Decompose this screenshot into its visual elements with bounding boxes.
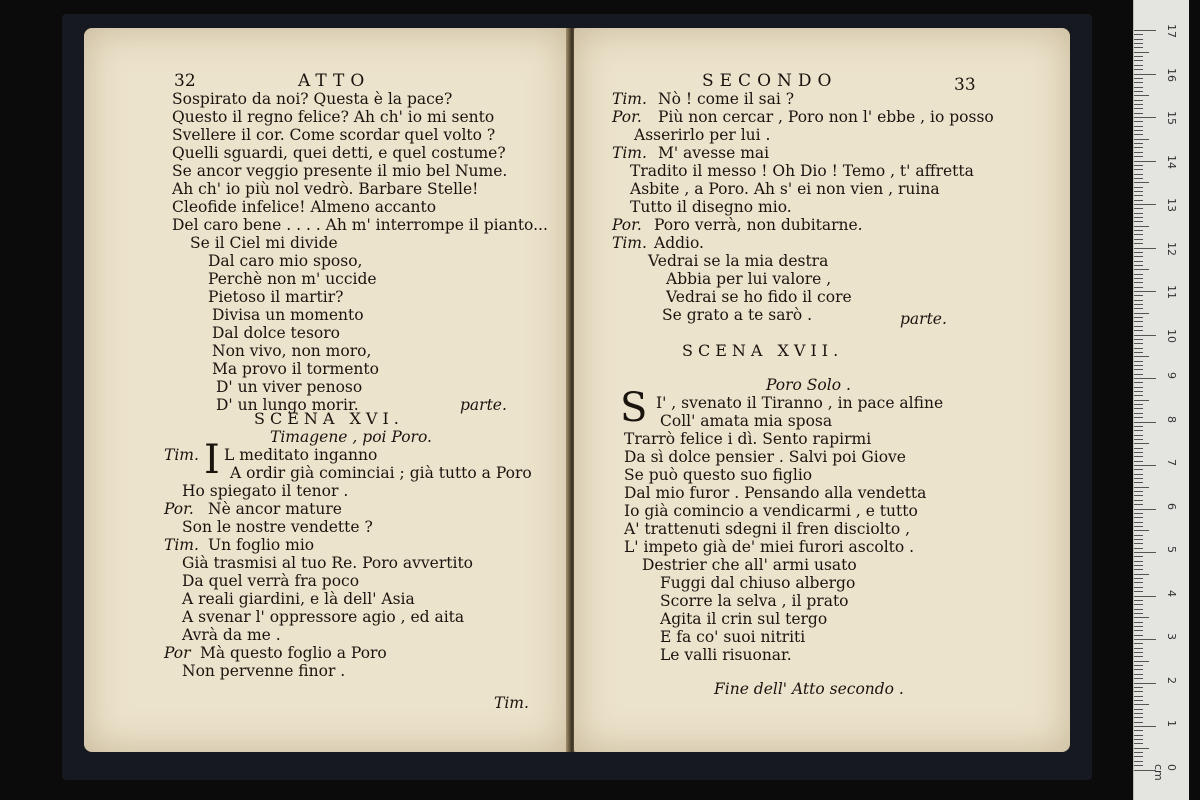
ruler-tick bbox=[1134, 495, 1143, 496]
ruler-tick bbox=[1134, 726, 1156, 727]
monologue-line: Coll' amata mia sposa bbox=[660, 412, 833, 430]
ruler-number: 6 bbox=[1165, 502, 1178, 510]
speaker-label: Por. bbox=[612, 216, 642, 234]
scene-title: SCENA XVI. bbox=[254, 409, 404, 428]
ruler-tick bbox=[1134, 730, 1143, 731]
ruler-number: 15 bbox=[1165, 111, 1178, 125]
ruler-tick bbox=[1134, 743, 1143, 744]
drop-cap: I bbox=[204, 437, 220, 483]
monologue-line: A' trattenuti sdegni il fren disciolto , bbox=[624, 520, 911, 538]
ruler-tick bbox=[1134, 147, 1143, 148]
aria-line: Perchè non m' uccide bbox=[208, 270, 377, 288]
aria-line: E fa co' suoi nitriti bbox=[660, 628, 806, 646]
dialogue-line: Un foglio mio bbox=[208, 536, 315, 554]
ruler-tick bbox=[1134, 269, 1149, 270]
ruler-tick bbox=[1134, 82, 1143, 83]
ruler-tick bbox=[1134, 443, 1149, 444]
ruler-tick bbox=[1134, 704, 1149, 705]
dialogue-line: L meditato inganno bbox=[224, 446, 378, 464]
ruler-tick bbox=[1134, 665, 1143, 666]
ruler-tick bbox=[1134, 108, 1143, 109]
ruler-tick bbox=[1134, 530, 1149, 531]
ruler-tick bbox=[1134, 448, 1143, 449]
ruler-number: 10 bbox=[1165, 328, 1178, 343]
monologue-line: Da sì dolce pensier . Salvi poi Giove bbox=[624, 448, 906, 466]
ruler-tick bbox=[1134, 200, 1143, 201]
ruler-tick bbox=[1134, 74, 1156, 75]
ruler-tick bbox=[1134, 348, 1143, 349]
aria-line: Divisa un momento bbox=[212, 306, 364, 324]
ruler-tick bbox=[1134, 408, 1143, 409]
ruler-tick bbox=[1134, 356, 1149, 357]
ruler-tick bbox=[1134, 561, 1143, 562]
ruler-tick bbox=[1134, 509, 1156, 510]
ruler-tick bbox=[1134, 343, 1143, 344]
ruler-tick bbox=[1134, 513, 1143, 514]
ruler-tick bbox=[1134, 739, 1143, 740]
ruler-tick bbox=[1134, 230, 1143, 231]
ruler-tick bbox=[1134, 543, 1143, 544]
ruler-tick bbox=[1134, 552, 1156, 553]
ruler-tick bbox=[1134, 722, 1143, 723]
ruler-number: 1 bbox=[1165, 720, 1178, 727]
ruler-tick bbox=[1134, 291, 1156, 292]
ruler-tick bbox=[1134, 395, 1143, 396]
ruler-tick bbox=[1134, 630, 1143, 631]
ruler-tick bbox=[1134, 748, 1149, 749]
monologue-line: Se può questo suo figlio bbox=[624, 466, 813, 484]
aria-line: Destrier che all' armi usato bbox=[642, 556, 857, 574]
ruler-tick bbox=[1134, 87, 1143, 88]
ruler-tick bbox=[1134, 300, 1143, 301]
ruler-tick bbox=[1134, 504, 1143, 505]
ruler-tick bbox=[1134, 361, 1143, 362]
end-note: Fine dell' Atto secondo . bbox=[714, 680, 904, 698]
dialogue-line: A ordir già cominciai ; già tutto a Poro bbox=[230, 464, 532, 482]
ruler-tick bbox=[1134, 261, 1143, 262]
text-line: Quelli sguardi, quei detti, e quel costume? bbox=[172, 144, 506, 162]
ruler-tick bbox=[1134, 491, 1143, 492]
ruler-tick bbox=[1134, 321, 1143, 322]
dialogue-line: Mà questo foglio a Poro bbox=[200, 644, 387, 662]
ruler-tick bbox=[1134, 308, 1143, 309]
ruler-tick bbox=[1134, 604, 1143, 605]
ruler-tick bbox=[1134, 91, 1143, 92]
ruler-tick bbox=[1134, 417, 1143, 418]
aria-line: Ma provo il tormento bbox=[212, 360, 379, 378]
ruler-tick bbox=[1134, 578, 1143, 579]
aria-line: Se grato a te sarò . bbox=[662, 306, 813, 324]
text-line: Questo il regno felice? Ah ch' io mi sento bbox=[172, 108, 495, 126]
ruler-tick bbox=[1134, 617, 1149, 618]
ruler-tick bbox=[1134, 378, 1156, 379]
text-line: Del caro bene . . . . Ah m' interrompe il pianto... bbox=[172, 216, 548, 234]
ruler-number: 0 cm bbox=[1152, 763, 1178, 781]
ruler-tick bbox=[1134, 422, 1156, 423]
ruler-tick bbox=[1134, 609, 1143, 610]
aria-line: Vedrai se ho fido il core bbox=[666, 288, 852, 306]
ruler-tick bbox=[1134, 169, 1143, 170]
ruler-tick bbox=[1134, 100, 1143, 101]
ruler-tick bbox=[1134, 221, 1143, 222]
aria-line: Vedrai se la mia destra bbox=[648, 252, 829, 270]
ruler-number: 9 bbox=[1165, 372, 1178, 379]
ruler-tick bbox=[1134, 526, 1143, 527]
ruler-tick bbox=[1134, 756, 1143, 757]
ruler-tick bbox=[1134, 517, 1143, 518]
speaker-label: Por bbox=[164, 644, 191, 662]
monologue-line: L' impeto già de' miei furori ascolto . bbox=[624, 538, 915, 556]
ruler-tick bbox=[1134, 161, 1156, 162]
ruler-tick bbox=[1134, 134, 1143, 135]
dialogue-line: Tradito il messo ! Oh Dio ! Temo , t' affretta bbox=[630, 162, 974, 180]
ruler-number: 4 bbox=[1165, 589, 1178, 597]
ruler-tick bbox=[1134, 622, 1143, 623]
ruler-tick bbox=[1134, 113, 1143, 114]
aria-line: Agita il crin sul tergo bbox=[660, 610, 828, 628]
ruler-number: 14 bbox=[1165, 154, 1178, 169]
dialogue-line: Poro verrà, non dubitarne. bbox=[654, 216, 863, 234]
drop-cap: S bbox=[620, 385, 648, 431]
ruler-tick bbox=[1134, 256, 1143, 257]
ruler-tick bbox=[1134, 287, 1143, 288]
ruler-tick bbox=[1134, 474, 1143, 475]
ruler-tick bbox=[1134, 243, 1143, 244]
ruler-tick bbox=[1134, 65, 1143, 66]
ruler-tick bbox=[1134, 709, 1143, 710]
ruler-number: 8 bbox=[1165, 415, 1178, 423]
ruler-tick bbox=[1134, 430, 1143, 431]
exit-direction: parte. bbox=[460, 396, 507, 414]
ruler-tick bbox=[1134, 539, 1143, 540]
ruler-tick bbox=[1134, 295, 1143, 296]
ruler-tick bbox=[1134, 426, 1143, 427]
dialogue-line: Nè ancor mature bbox=[208, 500, 342, 518]
ruler-tick bbox=[1134, 643, 1143, 644]
ruler-tick bbox=[1134, 174, 1143, 175]
ruler-tick bbox=[1134, 34, 1143, 35]
ruler-tick bbox=[1134, 126, 1143, 127]
aria-line: Abbia per lui valore , bbox=[666, 270, 832, 288]
dialogue-line: Tutto il disegno mio. bbox=[630, 198, 792, 216]
ruler-tick bbox=[1134, 587, 1143, 588]
dialogue-line: Non pervenne finor . bbox=[182, 662, 346, 680]
ruler-tick bbox=[1134, 130, 1143, 131]
ruler-tick bbox=[1134, 339, 1143, 340]
dialogue-line: Già trasmisi al tuo Re. Poro avvertito bbox=[182, 554, 474, 572]
ruler-tick bbox=[1134, 713, 1143, 714]
ruler-number: 2 bbox=[1165, 676, 1178, 684]
ruler-number: 11 bbox=[1165, 285, 1178, 299]
ruler-tick bbox=[1134, 765, 1143, 766]
ruler-tick bbox=[1134, 687, 1143, 688]
ruler-tick bbox=[1134, 613, 1143, 614]
ruler-tick bbox=[1134, 404, 1143, 405]
ruler-tick bbox=[1134, 234, 1143, 235]
ruler-tick bbox=[1134, 104, 1143, 105]
aria-line: Pietoso il martir? bbox=[208, 288, 344, 306]
ruler-tick bbox=[1134, 413, 1143, 414]
ruler-tick bbox=[1134, 204, 1156, 205]
ruler-tick bbox=[1134, 548, 1143, 549]
ruler-tick bbox=[1134, 282, 1143, 283]
ruler-tick bbox=[1134, 213, 1143, 214]
dialogue-line: Son le nostre vendette ? bbox=[182, 518, 373, 536]
ruler-tick bbox=[1134, 143, 1143, 144]
ruler-tick bbox=[1134, 735, 1143, 736]
ruler-tick bbox=[1134, 374, 1143, 375]
ruler-tick bbox=[1134, 648, 1143, 649]
ruler-number: 12 bbox=[1165, 241, 1178, 256]
ruler-tick bbox=[1134, 139, 1149, 140]
ruler-tick bbox=[1134, 217, 1143, 218]
ruler-tick bbox=[1134, 461, 1143, 462]
aria-line: Fuggi dal chiuso albergo bbox=[660, 574, 856, 592]
ruler-tick bbox=[1134, 582, 1143, 583]
ruler-tick bbox=[1134, 700, 1143, 701]
dialogue-line: Più non cercar , Poro non l' ebbe , io posso bbox=[658, 108, 994, 126]
ruler-tick bbox=[1134, 39, 1143, 40]
ruler-tick bbox=[1134, 274, 1143, 275]
page-number: 32 bbox=[174, 71, 196, 91]
ruler-tick bbox=[1134, 626, 1143, 627]
ruler-tick bbox=[1134, 69, 1143, 70]
ruler-tick bbox=[1134, 635, 1143, 636]
aria-line: Le valli risuonar. bbox=[660, 646, 792, 664]
ruler-number: 13 bbox=[1165, 198, 1178, 212]
ruler-tick bbox=[1134, 482, 1143, 483]
running-head: SECONDO bbox=[702, 71, 838, 91]
speaker-label: Tim. bbox=[164, 446, 199, 464]
scene-title: SCENA XVII. bbox=[682, 341, 844, 360]
ruler-tick bbox=[1134, 669, 1143, 670]
ruler-tick bbox=[1134, 456, 1143, 457]
ruler-tick bbox=[1134, 691, 1143, 692]
text-line: Cleofide infelice! Almeno accanto bbox=[172, 198, 437, 216]
ruler-tick bbox=[1134, 469, 1143, 470]
ruler-tick bbox=[1134, 330, 1143, 331]
ruler-tick bbox=[1134, 500, 1143, 501]
text-line: Ah ch' io più nol vedrò. Barbare Stelle! bbox=[172, 180, 479, 198]
dialogue-line: Asserirlo per lui . bbox=[634, 126, 771, 144]
ruler-tick bbox=[1134, 52, 1149, 53]
exit-direction: parte. bbox=[900, 310, 947, 328]
ruler-tick bbox=[1134, 47, 1143, 48]
ruler-tick bbox=[1134, 117, 1156, 118]
ruler-tick bbox=[1134, 652, 1143, 653]
ruler-tick bbox=[1134, 761, 1143, 762]
ruler-number: 16 bbox=[1165, 67, 1178, 82]
monologue-line: I' , svenato il Tiranno , in pace alfine bbox=[656, 394, 944, 412]
ruler-tick bbox=[1134, 369, 1143, 370]
ruler-tick bbox=[1134, 335, 1156, 336]
dialogue-line: Da quel verrà fra poco bbox=[182, 572, 360, 590]
scene-subtitle: Timagene , poi Poro. bbox=[270, 428, 432, 446]
ruler-tick bbox=[1134, 78, 1143, 79]
ruler-tick bbox=[1134, 391, 1143, 392]
dialogue-line: A svenar l' oppressore agio , ed aita bbox=[182, 608, 465, 626]
ruler-tick bbox=[1134, 387, 1143, 388]
ruler-tick bbox=[1134, 656, 1143, 657]
ruler-tick bbox=[1134, 696, 1143, 697]
ruler-number: 17 bbox=[1165, 24, 1178, 38]
ruler-tick bbox=[1134, 352, 1143, 353]
aria-line: Non vivo, non moro, bbox=[212, 342, 372, 360]
ruler-tick bbox=[1134, 191, 1143, 192]
scene-subtitle: Poro Solo . bbox=[766, 376, 851, 394]
ruler-tick bbox=[1134, 121, 1143, 122]
ruler-tick bbox=[1134, 683, 1156, 684]
measuring-ruler bbox=[1133, 0, 1189, 800]
dialogue-line: Avrà da me . bbox=[182, 626, 281, 644]
dialogue-line: Addio. bbox=[654, 234, 704, 252]
dialogue-line: Asbite , a Poro. Ah s' ei non vien , ruina bbox=[630, 180, 940, 198]
ruler-tick bbox=[1134, 522, 1143, 523]
aria-line: Dal caro mio sposo, bbox=[208, 252, 363, 270]
speaker-label: Tim. bbox=[612, 144, 647, 162]
left-page bbox=[84, 28, 568, 752]
ruler-tick bbox=[1134, 187, 1143, 188]
ruler-number: 3 bbox=[1165, 633, 1178, 640]
speaker-label: Por. bbox=[612, 108, 642, 126]
ruler-tick bbox=[1134, 465, 1156, 466]
dialogue-line: M' avesse mai bbox=[658, 144, 770, 162]
ruler-tick bbox=[1134, 95, 1149, 96]
ruler-tick bbox=[1134, 43, 1143, 44]
text-line: Svellere il cor. Come scordar quel volto ? bbox=[172, 126, 496, 144]
speaker-label: Tim. bbox=[612, 90, 647, 108]
ruler-tick bbox=[1134, 574, 1149, 575]
ruler-tick bbox=[1134, 326, 1143, 327]
aria-line: Se il Ciel mi divide bbox=[190, 234, 338, 252]
ruler-tick bbox=[1134, 30, 1156, 31]
ruler-tick bbox=[1134, 208, 1143, 209]
monologue-line: Trarrò felice i dì. Sento rapirmi bbox=[624, 430, 872, 448]
ruler-tick bbox=[1134, 478, 1143, 479]
ruler-tick bbox=[1134, 252, 1143, 253]
ruler-tick bbox=[1134, 365, 1143, 366]
ruler-tick bbox=[1134, 317, 1143, 318]
ruler-tick bbox=[1134, 752, 1143, 753]
ruler-tick bbox=[1134, 661, 1149, 662]
dialogue-line: A reali giardini, e là dell' Asia bbox=[182, 590, 415, 608]
ruler-tick bbox=[1134, 678, 1143, 679]
ruler-tick bbox=[1134, 226, 1149, 227]
ruler-tick bbox=[1134, 156, 1143, 157]
text-line: Sospirato da noi? Questa è la pace? bbox=[172, 90, 453, 108]
ruler-tick bbox=[1134, 400, 1149, 401]
speaker-label: Tim. bbox=[164, 536, 199, 554]
catchword: Tim. bbox=[494, 694, 529, 712]
ruler-tick bbox=[1134, 195, 1143, 196]
ruler-tick bbox=[1134, 239, 1143, 240]
ruler-tick bbox=[1134, 435, 1143, 436]
aria-line: Scorre la selva , il prato bbox=[660, 592, 849, 610]
ruler-tick bbox=[1134, 382, 1143, 383]
ruler-tick bbox=[1134, 182, 1149, 183]
ruler-tick bbox=[1134, 591, 1143, 592]
ruler-tick bbox=[1134, 278, 1143, 279]
aria-line: D' un viver penoso bbox=[216, 378, 363, 396]
ruler-tick bbox=[1134, 248, 1156, 249]
speaker-label: Por. bbox=[164, 500, 194, 518]
ruler-tick bbox=[1134, 439, 1143, 440]
ruler-tick bbox=[1134, 600, 1143, 601]
ruler-tick bbox=[1134, 535, 1143, 536]
ruler-tick bbox=[1134, 569, 1143, 570]
running-head: ATTO bbox=[298, 71, 371, 91]
ruler-tick bbox=[1134, 56, 1143, 57]
monologue-line: Dal mio furor . Pensando alla vendetta bbox=[624, 484, 927, 502]
aria-line: D' un lungo morir. bbox=[216, 396, 359, 414]
right-page bbox=[574, 28, 1070, 752]
ruler-tick bbox=[1134, 313, 1149, 314]
monologue-line: Io già comincio a vendicarmi , e tutto bbox=[624, 502, 918, 520]
text-line: Se ancor veggio presente il mio bel Nume. bbox=[172, 162, 508, 180]
ruler-tick bbox=[1134, 452, 1143, 453]
speaker-label: Tim. bbox=[612, 234, 647, 252]
ruler-tick bbox=[1134, 596, 1156, 597]
ruler-tick bbox=[1134, 674, 1143, 675]
ruler-tick bbox=[1134, 487, 1149, 488]
ruler-tick bbox=[1134, 304, 1143, 305]
dialogue-line: Ho spiegato il tenor . bbox=[182, 482, 349, 500]
aria-line: Dal dolce tesoro bbox=[212, 324, 340, 342]
ruler-tick bbox=[1134, 265, 1143, 266]
ruler-number: 5 bbox=[1165, 546, 1178, 553]
ruler-tick bbox=[1134, 565, 1143, 566]
ruler-tick bbox=[1134, 178, 1143, 179]
dialogue-line: Nò ! come il sai ? bbox=[658, 90, 795, 108]
ruler-tick bbox=[1134, 165, 1143, 166]
page-number: 33 bbox=[954, 75, 976, 95]
ruler-tick bbox=[1134, 639, 1156, 640]
ruler-tick bbox=[1134, 152, 1143, 153]
ruler-tick bbox=[1134, 717, 1143, 718]
ruler-tick bbox=[1134, 60, 1143, 61]
ruler-number: 7 bbox=[1165, 459, 1178, 466]
ruler-tick bbox=[1134, 556, 1143, 557]
